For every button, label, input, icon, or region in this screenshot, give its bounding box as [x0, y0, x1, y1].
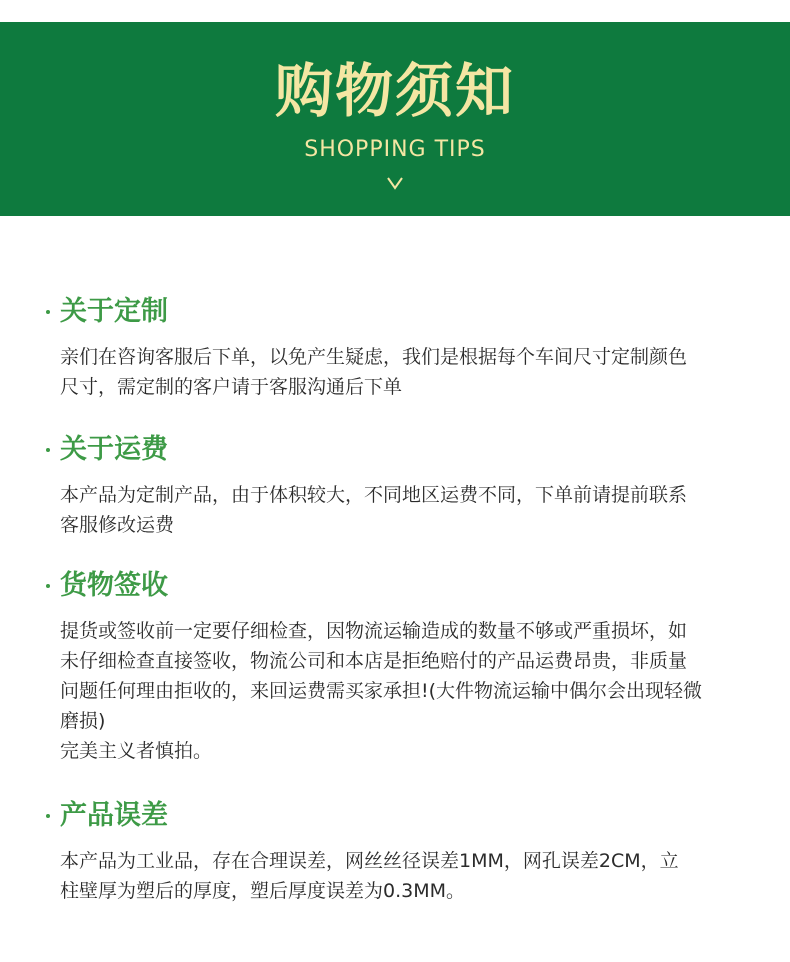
- section-heading: [46, 566, 756, 606]
- body-line: 客服修改运费: [60, 514, 175, 536]
- section-heading-label: 货物签收: [60, 570, 168, 601]
- section-body: [46, 846, 756, 906]
- page-title: 购物须知: [274, 57, 515, 125]
- section-heading: [46, 796, 756, 836]
- body-line: 提货或签收前一定要仔细检查，因物流运输造成的数量不够或严重损坏，如: [60, 620, 688, 642]
- bullet-dot-icon: [46, 310, 50, 314]
- body-line: 尺寸，需定制的客户请于客服沟通后下单: [60, 376, 403, 398]
- section-heading: [46, 292, 756, 332]
- section-receipt: [46, 566, 756, 766]
- bullet-dot-icon: [46, 814, 50, 818]
- section-body: [46, 342, 756, 402]
- body-line: 未仔细检查直接签收，物流公司和本店是拒绝赔付的产品运费昂贵，非质量: [60, 650, 688, 672]
- body-line: 本产品为工业品，存在合理误差，网丝丝径误差1MM，网孔误差2CM，立: [60, 850, 679, 872]
- bullet-dot-icon: [46, 448, 50, 452]
- section-tolerance: [46, 796, 756, 906]
- section-custom: [46, 292, 756, 402]
- chevron-down-icon: [386, 174, 404, 192]
- section-heading-label: 关于运费: [60, 434, 168, 465]
- section-shipping: [46, 430, 756, 540]
- bullet-dot-icon: [46, 584, 50, 588]
- body-line: 问题任何理由拒收的，来回运费需买家承担!(大件物流运输中偶尔会出现轻微: [60, 680, 703, 702]
- body-line: 磨损): [60, 710, 106, 732]
- section-body: [46, 616, 756, 766]
- body-line: 本产品为定制产品，由于体积较大，不同地区运费不同，下单前请提前联系: [60, 484, 688, 506]
- section-heading-label: 产品误差: [60, 800, 168, 831]
- body-line: 完美主义者慎拍。: [60, 740, 213, 762]
- section-heading-label: 关于定制: [60, 296, 168, 327]
- body-line: 柱壁厚为塑后的厚度，塑后厚度误差为0.3MM。: [60, 880, 466, 902]
- section-heading: [46, 430, 756, 470]
- page-subtitle: SHOPPING TIPS: [304, 137, 486, 162]
- body-line: 亲们在咨询客服后下单，以免产生疑虑，我们是根据每个车间尺寸定制颜色: [60, 346, 688, 368]
- section-body: [46, 480, 756, 540]
- header-banner: [0, 22, 790, 216]
